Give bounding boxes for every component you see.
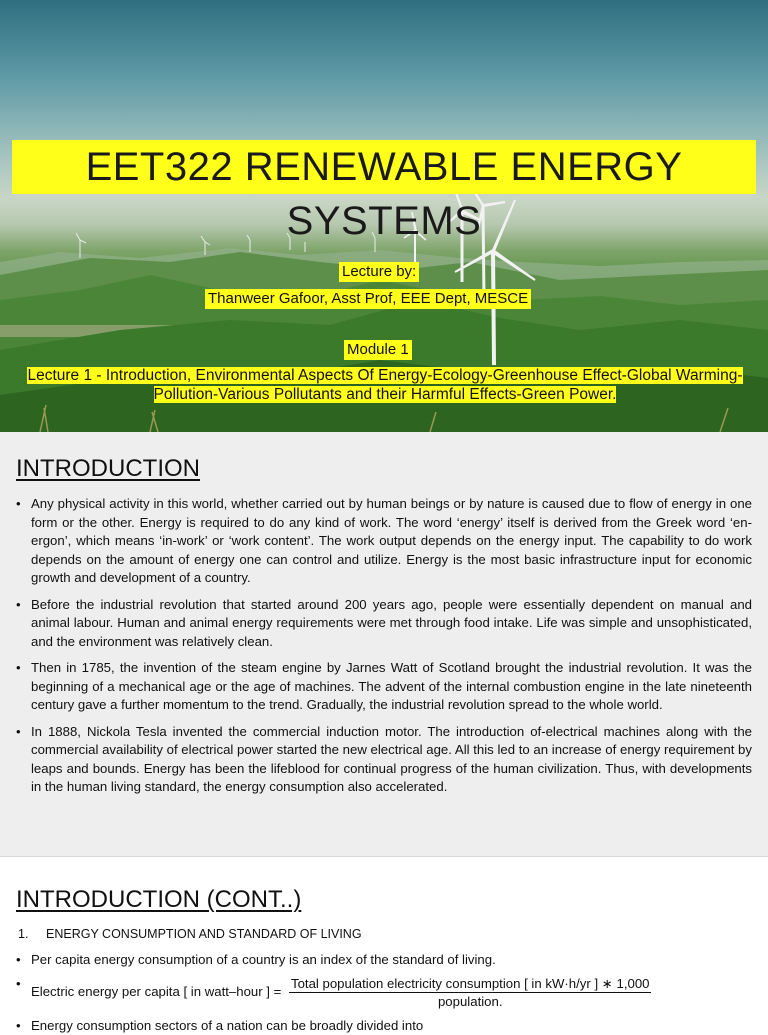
bullet-item: • Before the industrial revolution that started around 200 years ago, people were essentially dependent on manual and animal labour. Human and animal energy requirements were met through food intake. Life was simple and unsophisticated, and the environment was relatively clean. bbox=[14, 596, 752, 652]
lecture-topic-text: Lecture 1 - Introduction, Environmental Aspects Of Energy-Ecology-Greenhouse Effect-Global Warming-Pollution-Various Pollutants and their Harmful Effects-Green Power. bbox=[27, 367, 743, 403]
bullet-item: • Then in 1785, the invention of the steam engine by Jarnes Watt of Scotland brought the industrial revolution. It was the beginning of a mechanical age or the age of machines. The advent of the internal combustion engine in the late nineteenth century gave a further momentum to the trend. Gradually, the industrial revolution spread to the whole world. bbox=[14, 659, 752, 715]
section-number: 1. bbox=[18, 927, 29, 941]
introduction-slide bbox=[0, 432, 768, 856]
bullet-item: • Per capita energy consumption of a country is an index of the standard of living. bbox=[14, 951, 496, 969]
formula-bullet bbox=[14, 975, 651, 1010]
formula-lhs: Electric energy per capita [ in watt–hour ] = bbox=[31, 983, 282, 999]
presentation-title: EET322 RENEWABLE ENERGY SYSTEMS bbox=[12, 140, 756, 194]
module-label: Module 1 bbox=[344, 340, 412, 360]
introduction-cont-slide bbox=[0, 856, 768, 1033]
formula-fraction bbox=[289, 975, 651, 1010]
formula-numerator: Total population electricity consumption [ in kW·h/yr ] ∗ 1,000 bbox=[291, 976, 650, 991]
section-heading bbox=[18, 926, 362, 942]
bullet-list bbox=[14, 495, 752, 805]
slide-title: INTRODUCTION (CONT..) bbox=[16, 886, 302, 913]
bullet-item: • In 1888, Nickola Tesla invented the commercial induction motor. The introduction of-electrical machines along with the commercial availability of electrical power started the new electrical age. All this led to an increase of energy requirement by leaps and bounds. Energy has been the lifeblood for continual progress of the human civilization. Thus, with developments in the human living standard, the energy consumption also accelerated. bbox=[14, 723, 752, 797]
bullet-item-partial: • Energy consumption sectors of a nation can be broadly divided into bbox=[14, 1017, 423, 1035]
lecture-by-label: Lecture by: bbox=[339, 262, 419, 282]
slide-title: INTRODUCTION bbox=[16, 455, 200, 482]
title-slide bbox=[0, 0, 768, 432]
bullet-item: • Any physical activity in this world, whether carried out by human beings or by nature is caused due to flow of energy in one form or the other. Energy is required to do any kind of work. The word ‘energy’ itself is derived from the Greek word ‘en-ergon’, which means ‘in-work’ or ‘work content’. The work output depends on the energy input. The capability to do work depends on the amount of energy one can control and utilize. Energy is the most basic infrastructure input for economic growth and development of a country. bbox=[14, 495, 752, 588]
lecturer-name: Thanweer Gafoor, Asst Prof, EEE Dept, MESCE bbox=[205, 289, 531, 309]
section-heading-text: ENERGY CONSUMPTION AND STANDARD OF LIVING bbox=[46, 927, 362, 941]
lecture-topic bbox=[22, 366, 748, 404]
formula-denominator: population. bbox=[437, 994, 503, 1009]
